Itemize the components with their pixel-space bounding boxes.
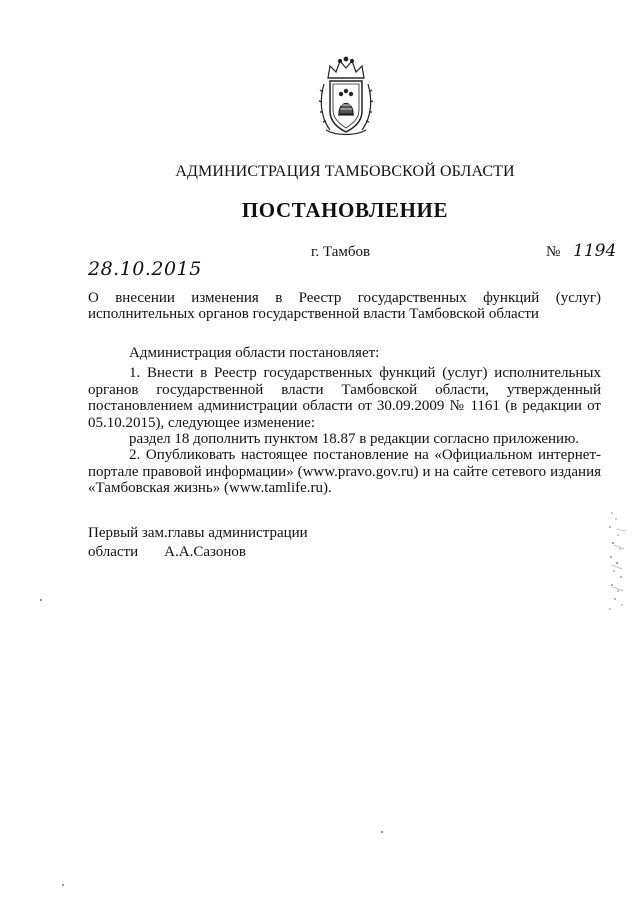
signature-position-cont: области	[88, 544, 139, 560]
coat-of-arms-icon	[318, 56, 374, 138]
signature-position: Первый зам.главы администрации	[88, 525, 308, 541]
scan-speck	[62, 884, 64, 886]
document-date: 28.10.2015	[88, 258, 202, 280]
body-item-2: 2. Опубликовать настоящее постановление на «Официальном интернет-портале правовой информации» (www.pravo.gov.ru) и на сайте сетевого издания «Тамбовская жизнь» (www.tamlife.ru).	[88, 447, 601, 497]
scan-speck	[40, 599, 42, 601]
body-intro: Администрация области постановляет:	[129, 345, 380, 361]
document-body	[88, 345, 601, 497]
stamp-mark-icon	[600, 505, 630, 615]
document-subject: О внесении изменения в Реестр государственных функций (услуг) исполнительных органов государственной власти Тамбовской области	[88, 290, 601, 322]
body-item-1: 1. Внести в Реестр государственных функций (услуг) исполнительных органов государственной власти Тамбовской области, утвержденный постановлением администрации области от 30.09.2009 № 1161 (в редакции от 05.10.2015), следующее изменение:	[88, 365, 601, 431]
body-item-1-detail: раздел 18 дополнить пунктом 18.87 в редакции согласно приложению.	[129, 431, 580, 448]
scan-speck	[381, 831, 383, 833]
number-label: №	[546, 244, 561, 260]
document-type-title: ПОСТАНОВЛЕНИЕ	[241, 198, 449, 222]
document-number: 1194	[573, 241, 617, 261]
signature-line-2	[88, 543, 308, 562]
signature-name: А.А.Сазонов	[164, 544, 246, 560]
organization-title: АДМИНИСТРАЦИЯ ТАМБОВСКОЙ ОБЛАСТИ	[175, 163, 515, 180]
city-label: г. Тамбов	[311, 244, 371, 260]
signature-block	[88, 524, 308, 562]
